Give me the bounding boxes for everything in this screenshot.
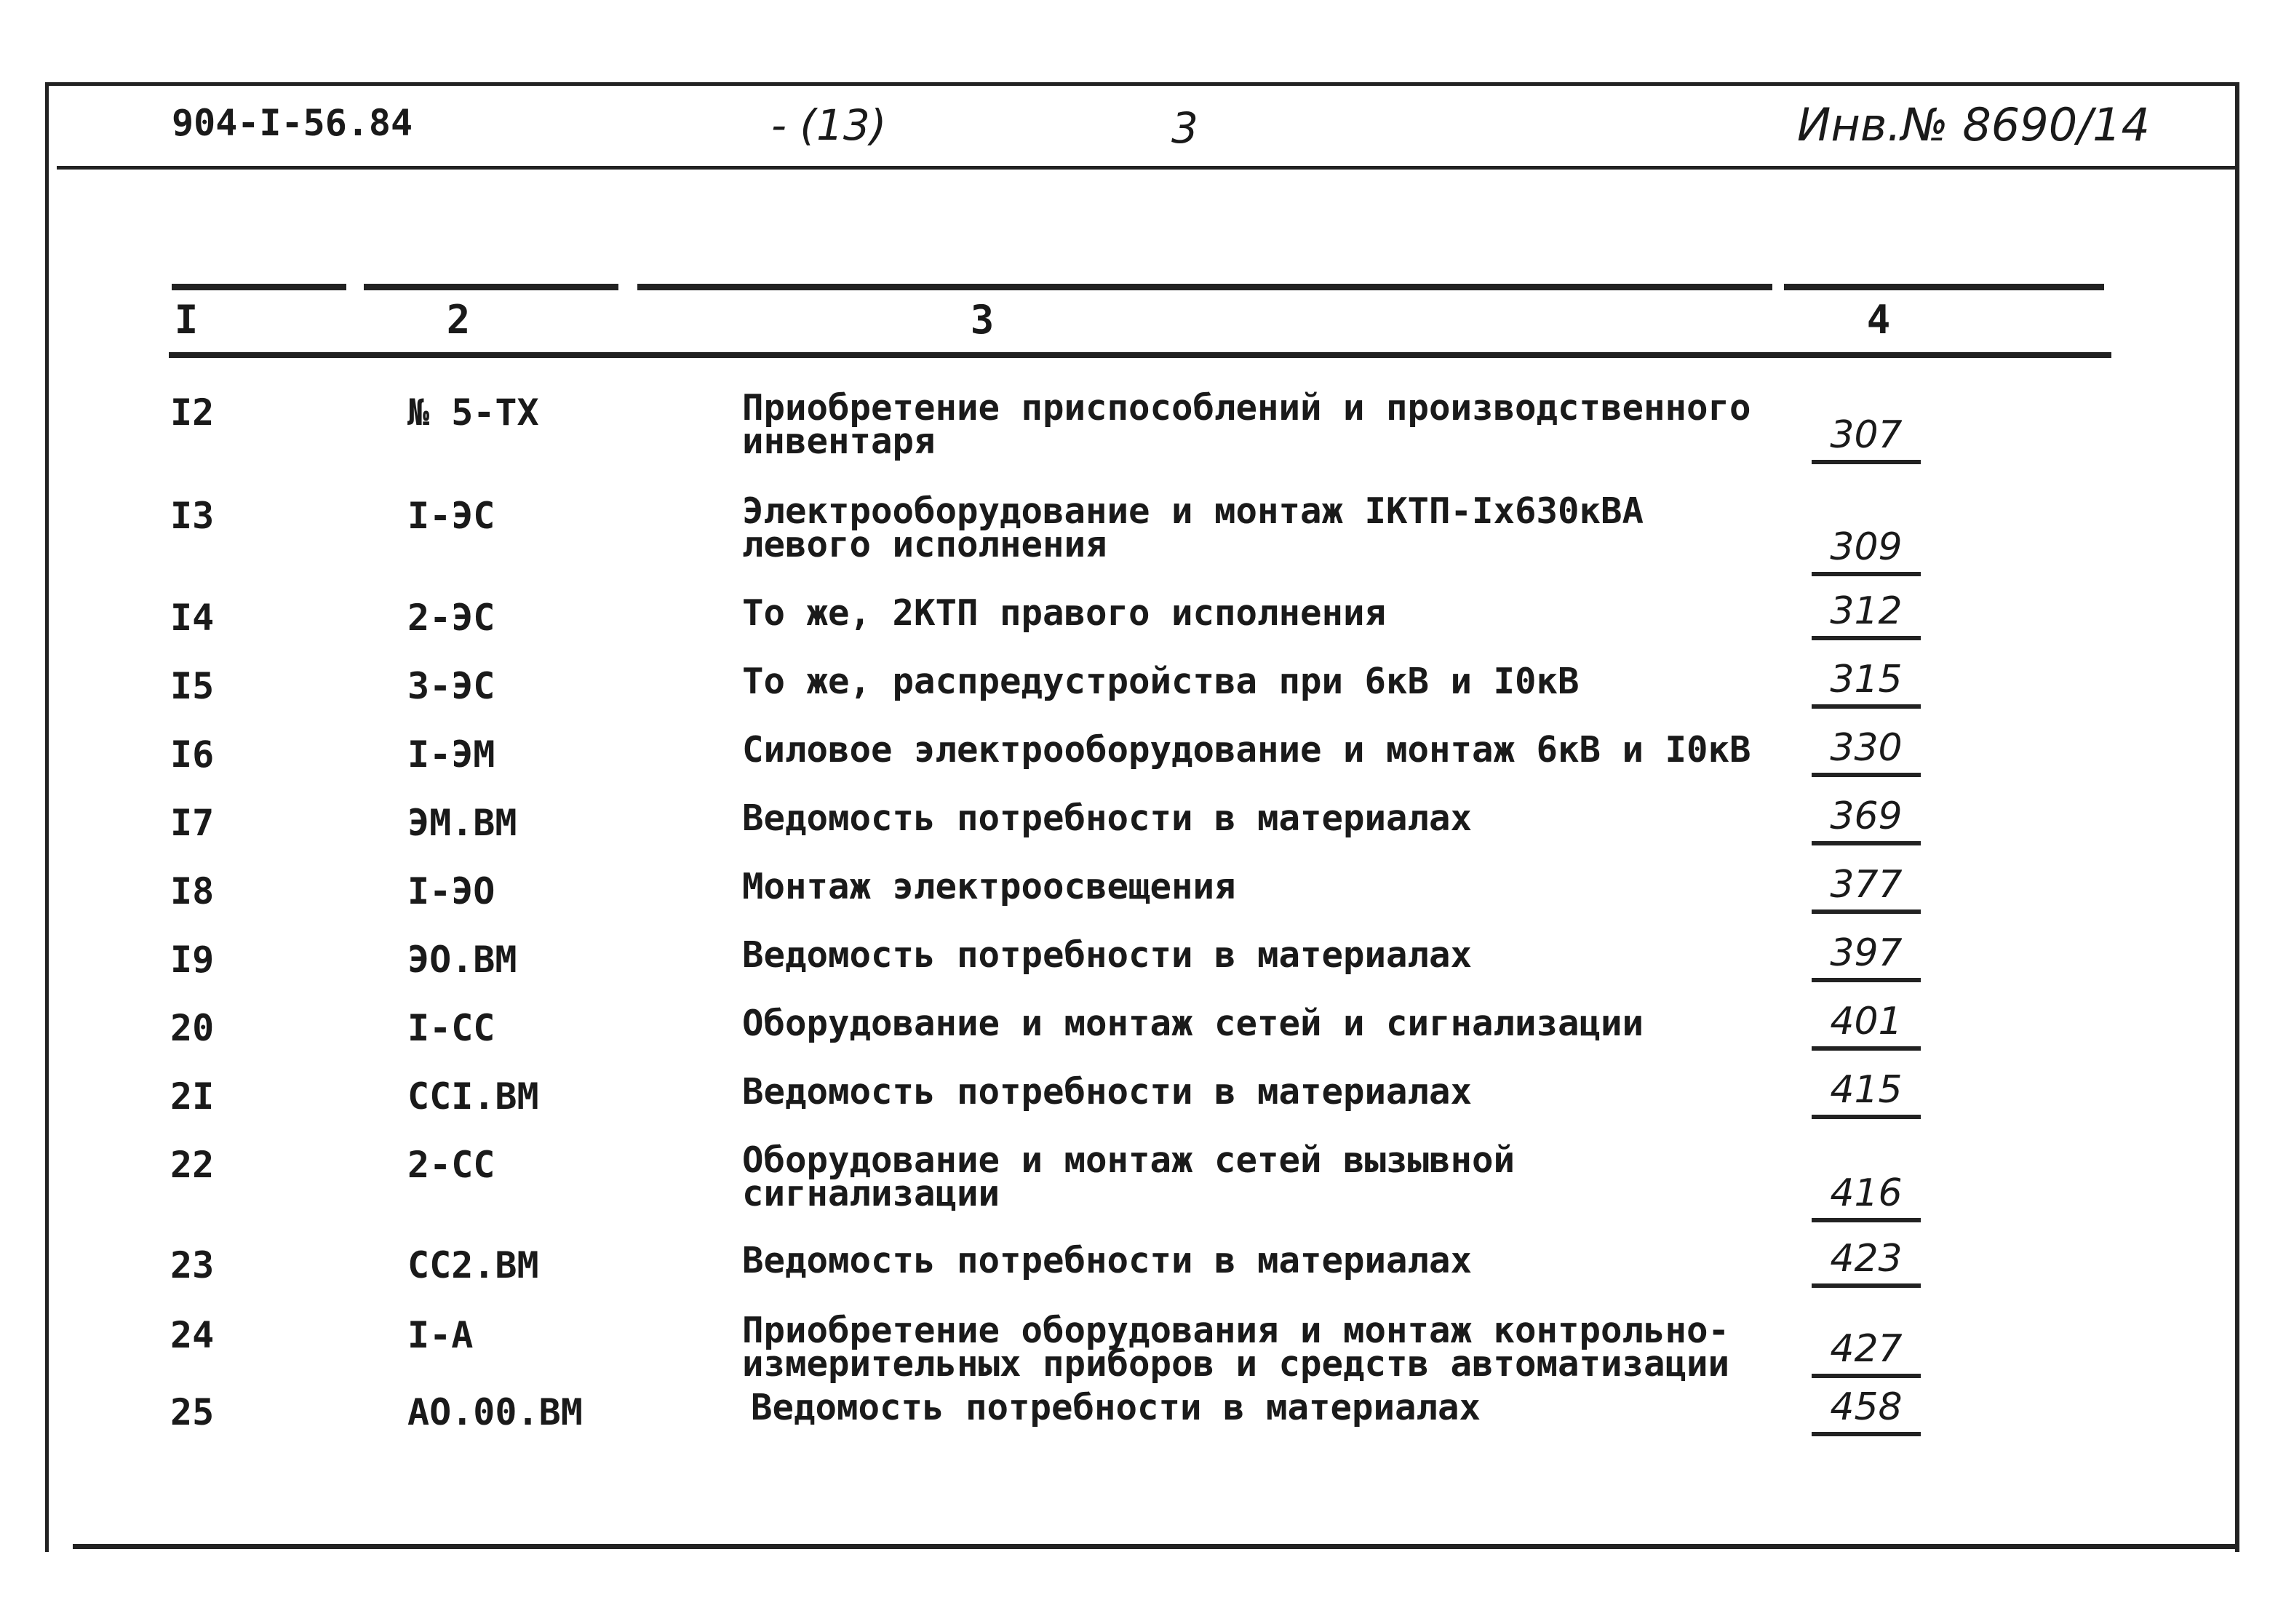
row-code: ССI.ВМ [407,1075,539,1118]
row-number: 22 [170,1144,215,1186]
row-title: Приобретение оборудования и монтаж контрольно-измерительных приборов и средств автоматизации [742,1310,1730,1385]
column-header-4: 4 [1866,297,1891,343]
row-page: 315 [1812,659,1921,709]
row-page: 423 [1812,1238,1921,1288]
row-number: 2I [170,1075,215,1118]
row-number: I4 [170,597,215,639]
row-page: 401 [1812,1001,1921,1051]
row-code: 2-ЭС [407,597,495,639]
row-title: Ведомость потребности в материалах [742,934,1473,976]
row-code: № 5-ТХ [407,391,539,434]
row-title: Ведомость потребности в материалах [742,1240,1473,1281]
row-code: СС2.ВМ [407,1244,539,1286]
document-code: 904-I-56.84 [172,102,413,144]
row-page: 369 [1812,796,1921,845]
row-code: I-А [407,1314,474,1356]
frame-left-border [45,82,49,1552]
row-code: 3-ЭС [407,665,495,707]
column-rule-3 [637,284,1772,290]
column-header-3: 3 [970,297,995,343]
row-title: Ведомость потребности в материалах [742,797,1473,839]
column-rule-4 [1784,284,2104,290]
row-title: То же, распредустройства при 6кВ и I0кВ [742,661,1580,702]
row-title: Ведомость потребности в материалах [742,1071,1473,1112]
row-number: I2 [170,391,215,434]
row-code: I-ЭО [407,870,495,912]
row-number: 20 [170,1007,215,1049]
table-header-divider [169,352,2111,358]
row-page: 330 [1812,728,1921,777]
inventory-number: Инв.№ 8690/14 [1797,98,2150,151]
row-page: 307 [1812,415,1921,464]
row-code: АО.00.ВМ [407,1391,583,1433]
row-code: I-ЭМ [407,733,495,776]
header-divider [57,166,2235,170]
row-page: 427 [1812,1329,1921,1378]
row-title: Электрооборудование и монтаж IКТП-Iх630кВА левого исполнения [742,490,1644,565]
frame-top-border [45,82,2239,86]
row-number: 25 [170,1391,215,1433]
row-title: Оборудование и монтаж сетей вызывной сигнализации [742,1139,1516,1214]
row-page: 415 [1812,1070,1921,1119]
row-title: Монтаж электроосвещения [742,866,1236,907]
row-number: I5 [170,665,215,707]
row-title: Приобретение приспособлений и производственного инвентаря [742,387,1751,462]
row-number: 24 [170,1314,215,1356]
column-header-2: 2 [446,297,471,343]
row-code: 2-СС [407,1144,495,1186]
row-page: 397 [1812,933,1921,982]
row-title: Ведомость потребности в материалах [751,1387,1481,1428]
row-code: I-СС [407,1007,495,1049]
frame-bottom-border [73,1544,2239,1549]
row-title: Силовое электрооборудование и монтаж 6кВ и I0кВ [742,729,1751,771]
page-number: 3 [1171,103,1198,153]
row-page: 458 [1812,1387,1921,1436]
row-code: ЭМ.ВМ [407,802,517,844]
row-page: 309 [1812,527,1921,576]
row-title: То же, 2КТП правого исполнения [742,592,1387,634]
row-code: ЭО.ВМ [407,939,517,981]
sheet-reference: - (13) [771,100,887,150]
row-number: I3 [170,495,215,537]
row-number: I6 [170,733,215,776]
row-title: Оборудование и монтаж сетей и сигнализации [742,1003,1644,1044]
row-number: I7 [170,802,215,844]
column-rule-1 [172,284,346,290]
row-number: 23 [170,1244,215,1286]
frame-right-border [2235,82,2239,1552]
row-page: 416 [1812,1173,1921,1222]
row-code: I-ЭС [407,495,495,537]
column-rule-2 [364,284,618,290]
column-header-1: I [174,297,199,343]
row-number: I8 [170,870,215,912]
row-page: 377 [1812,864,1921,914]
row-page: 312 [1812,591,1921,640]
row-number: I9 [170,939,215,981]
